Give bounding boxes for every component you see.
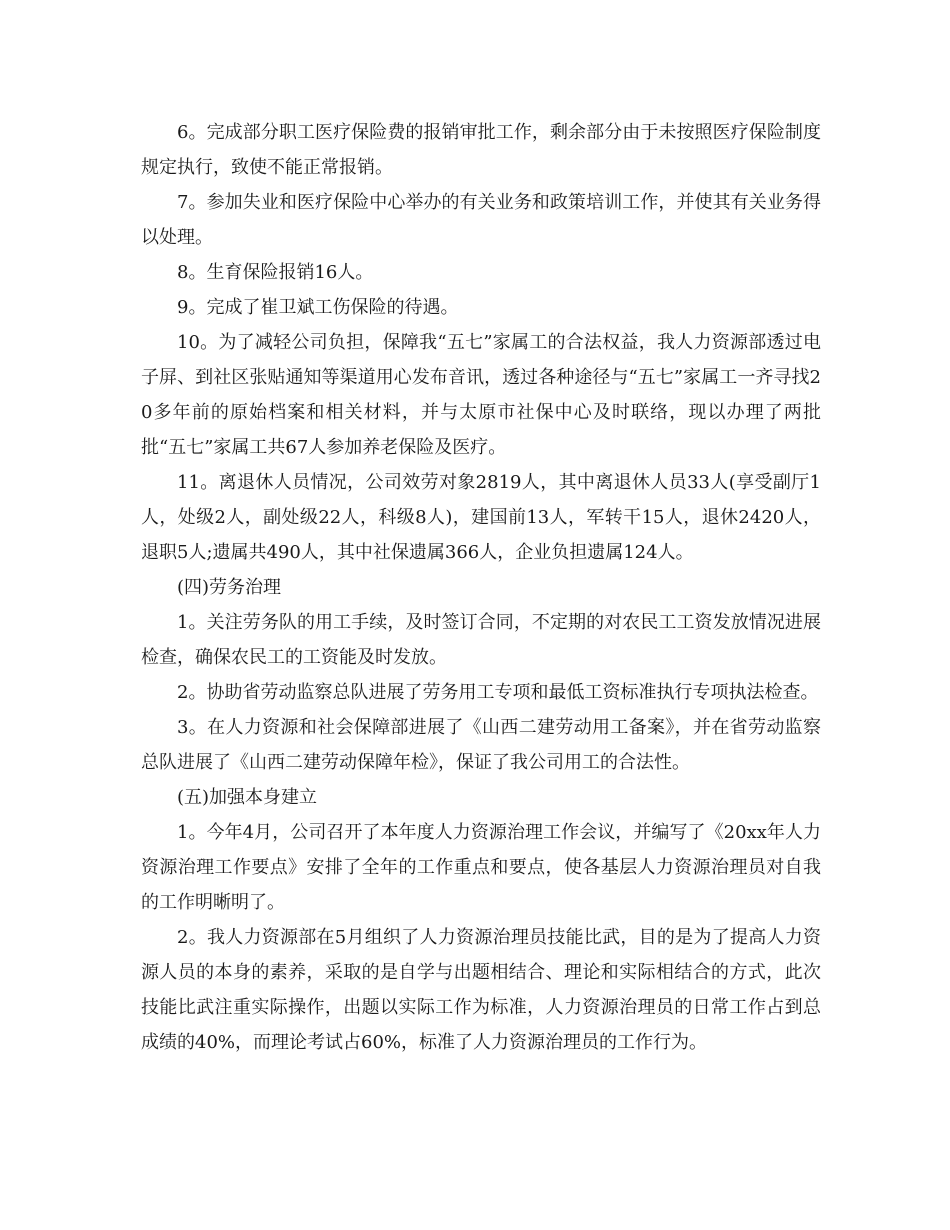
paragraph-building-1: 1。今年4月，公司召开了本年度人力资源治理工作会议，并编写了《20xx年人力资源治理工作要点》安排了全年的工作重点和要点，使各基层人力资源治理员对自我的工作明晰明了。 <box>141 822 821 913</box>
paragraph-labor-1: 1。关注劳务队的用工手续，及时签订合同，不定期的对农民工工资发放情况进展检查，确保农民工的工资能及时发放。 <box>141 612 821 668</box>
paragraph-item-11: 11。离退休人员情况，公司效劳对象2819人，其中离退休人员33人(享受副厅1人，处级2人，副处级22人，科级8人)，建国前13人，军转干15人，退休2420人，退职5人;遗属共490人，其中社保遗属366人，企业负担遗属124人。 <box>141 472 821 563</box>
paragraph-item-6: 6。完成部分职工医疗保险费的报销审批工作，剩余部分由于未按照医疗保险制度规定执行，致使不能正常报销。 <box>141 122 821 178</box>
paragraph-item-9: 9。完成了崔卫斌工伤保险的待遇。 <box>177 297 459 318</box>
paragraph-item-7: 7。参加失业和医疗保险中心举办的有关业务和政策培训工作，并使其有关业务得以处理。 <box>141 192 821 248</box>
section-heading-labor-management: (四)劳务治理 <box>177 577 282 598</box>
document-body <box>141 115 821 1060</box>
paragraph-item-8: 8。生育保险报销16人。 <box>177 262 374 283</box>
paragraph-labor-3: 3。在人力资源和社会保障部进展了《山西二建劳动用工备案》，并在省劳动监察总队进展了《山西二建劳动保障年检》，保证了我公司用工的合法性。 <box>141 717 821 773</box>
section-heading-self-building: (五)加强本身建立 <box>177 787 318 808</box>
paragraph-item-10: 10。为了减轻公司负担，保障我“五七”家属工的合法权益，我人力资源部透过电子屏、到社区张贴通知等渠道用心发布音讯，透过各种途径与“五七”家属工一齐寻找20多年前的原始档案和相关材料，并与太原市社保中心及时联络，现以办理了两批批“五七”家属工共67人参加养老保险及医疗。 <box>141 332 821 458</box>
paragraph-labor-2: 2。协助省劳动监察总队进展了劳务用工专项和最低工资标准执行专项执法检查。 <box>177 682 819 703</box>
paragraph-building-2: 2。我人力资源部在5月组织了人力资源治理员技能比武，目的是为了提高人力资源人员的本身的素养，采取的是自学与出题相结合、理论和实际相结合的方式，此次技能比武注重实际操作，出题以实际工作为标准，人力资源治理员的日常工作占到总成绩的40%，而理论考试占60%，标准了人力资源治理员的工作行为。 <box>141 927 821 1053</box>
